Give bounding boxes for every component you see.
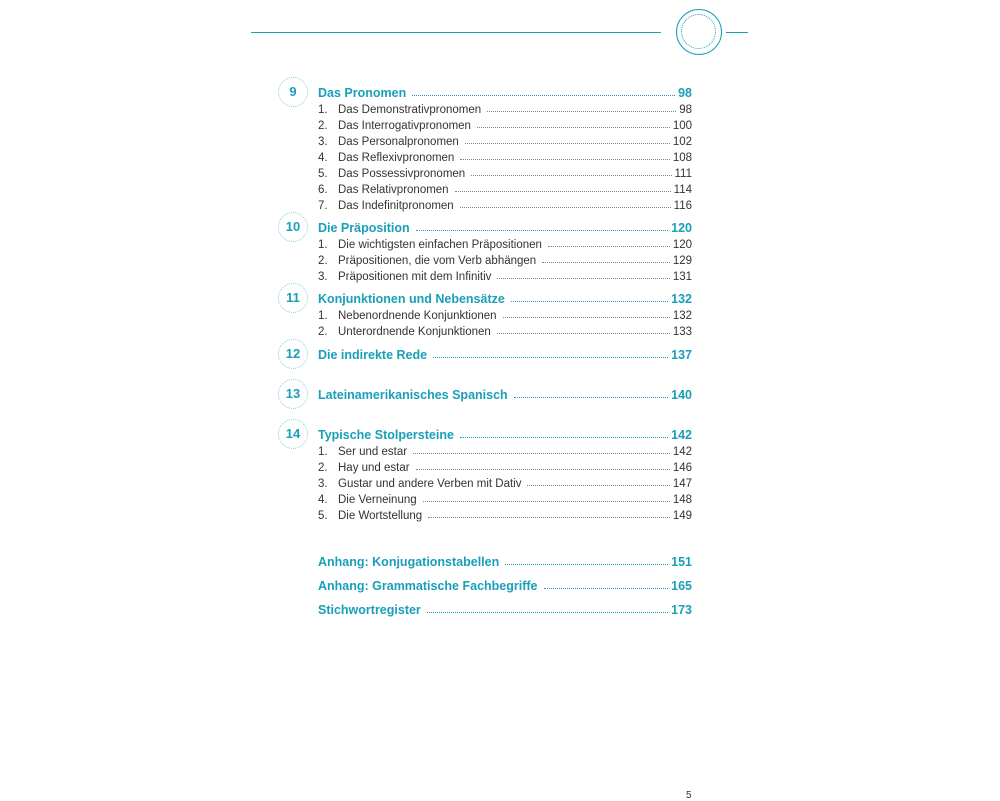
appendix-page: 173: [671, 603, 692, 617]
toc-section-entry[interactable]: [318, 180, 692, 196]
chapter-title: Das Pronomen: [318, 86, 407, 100]
section-title: Die Verneinung: [338, 494, 417, 506]
chapter-page: 140: [671, 388, 692, 402]
dot-leader: [465, 143, 670, 144]
section-title: Das Possessivpronomen: [338, 168, 466, 180]
toc-appendix-entry[interactable]: [318, 577, 692, 593]
toc-section-entry[interactable]: [318, 506, 692, 522]
page-number: 5: [686, 790, 692, 801]
dot-leader: [433, 357, 668, 358]
toc-section-entry[interactable]: [318, 164, 692, 180]
dot-leader: [428, 517, 670, 518]
toc-section-entry[interactable]: [318, 442, 692, 458]
section-title: Das Demonstrativpronomen: [338, 104, 482, 116]
section-page: 142: [672, 446, 692, 458]
section-page: 120: [672, 239, 692, 251]
section-page: 129: [672, 255, 692, 267]
section-number: 3.: [318, 478, 328, 490]
appendix-page: 165: [671, 579, 692, 593]
section-number: 7.: [318, 200, 328, 212]
chapter-title: Typische Stolpersteine: [318, 428, 454, 442]
section-number: 4.: [318, 152, 328, 164]
section-page: 133: [672, 326, 692, 338]
toc-chapter-entry[interactable]: [318, 290, 692, 306]
chapter-page: 98: [678, 86, 692, 100]
appendix-title: Anhang: Konjugationstabellen: [318, 555, 500, 569]
section-number: 1.: [318, 310, 328, 322]
section-title: Das Reflexivpronomen: [338, 152, 455, 164]
section-title: Unterordnende Konjunktionen: [338, 326, 491, 338]
toc-chapter-entry[interactable]: [318, 426, 692, 442]
chapter-page: 132: [671, 292, 692, 306]
chapter-page: 137: [671, 348, 692, 362]
toc-chapter-entry[interactable]: [318, 219, 692, 235]
chapter-number-badge: 11: [278, 283, 308, 313]
appendix-title: Anhang: Grammatische Fachbegriffe: [318, 579, 538, 593]
chapter-title: Die Präposition: [318, 221, 410, 235]
dot-leader: [412, 95, 675, 96]
section-number: 1.: [318, 239, 328, 251]
dot-leader: [455, 191, 671, 192]
toc-section-entry[interactable]: [318, 306, 692, 322]
dot-leader: [542, 262, 670, 263]
toc-appendix-entry[interactable]: [318, 601, 692, 617]
chapter-number-badge: 10: [278, 212, 308, 242]
section-page: 100: [672, 120, 692, 132]
section-number: 6.: [318, 184, 328, 196]
section-page: 108: [672, 152, 692, 164]
dot-leader: [505, 564, 668, 565]
section-title: Nebenordnende Konjunktionen: [338, 310, 497, 322]
section-title: Gustar und andere Verben mit Dativ: [338, 478, 522, 490]
toc-section-entry[interactable]: [318, 267, 692, 283]
dot-leader: [527, 485, 669, 486]
section-page: 114: [673, 184, 692, 196]
section-title: Das Indefinitpronomen: [338, 200, 454, 212]
section-page: 116: [673, 200, 692, 212]
dot-leader: [544, 588, 669, 589]
toc-chapter-entry[interactable]: [318, 84, 692, 100]
dot-leader: [497, 278, 669, 279]
chapter-title: Die indirekte Rede: [318, 348, 428, 362]
section-title: Hay und estar: [338, 462, 410, 474]
section-page: 98: [679, 104, 692, 116]
section-page: 146: [672, 462, 692, 474]
section-title: Die Wortstellung: [338, 510, 423, 522]
section-title: Präpositionen mit dem Infinitiv: [338, 271, 492, 283]
section-number: 2.: [318, 255, 328, 267]
section-page: 147: [672, 478, 692, 490]
section-number: 5.: [318, 510, 328, 522]
chapter-number-badge: 9: [278, 77, 308, 107]
dot-leader: [460, 159, 669, 160]
toc-section-entry[interactable]: [318, 322, 692, 338]
section-title: Das Personalpronomen: [338, 136, 459, 148]
toc-section-entry[interactable]: [318, 474, 692, 490]
dot-leader: [416, 230, 668, 231]
chapter-number-badge: 14: [278, 419, 308, 449]
section-title: Das Interrogativpronomen: [338, 120, 471, 132]
toc-section-entry[interactable]: [318, 458, 692, 474]
toc-chapter-entry[interactable]: [318, 386, 692, 402]
toc-section-entry[interactable]: [318, 100, 692, 116]
section-number: 3.: [318, 271, 328, 283]
dot-leader: [427, 612, 668, 613]
section-title: Das Relativpronomen: [338, 184, 449, 196]
toc-section-entry[interactable]: [318, 196, 692, 212]
dot-leader: [548, 246, 670, 247]
section-title: Präpositionen, die vom Verb abhängen: [338, 255, 537, 267]
toc-section-entry[interactable]: [318, 116, 692, 132]
toc-section-entry[interactable]: [318, 251, 692, 267]
section-number: 5.: [318, 168, 328, 180]
dot-leader: [460, 207, 671, 208]
section-page: 148: [672, 494, 692, 506]
chapter-page: 142: [671, 428, 692, 442]
chapter-page: 120: [671, 221, 692, 235]
chapter-number-badge: 12: [278, 339, 308, 369]
toc-section-entry[interactable]: [318, 148, 692, 164]
appendix-title: Stichwortregister: [318, 603, 421, 617]
toc-section-entry[interactable]: [318, 132, 692, 148]
dot-leader: [471, 175, 671, 176]
section-number: 3.: [318, 136, 328, 148]
toc-section-entry[interactable]: [318, 490, 692, 506]
section-number: 1.: [318, 446, 328, 458]
chapter-title: Lateinamerikanisches Spanisch: [318, 388, 508, 402]
dot-leader: [514, 397, 668, 398]
dot-leader: [487, 111, 676, 112]
appendix-page: 151: [671, 555, 692, 569]
toc-section-entry[interactable]: [318, 235, 692, 251]
section-number: 2.: [318, 326, 328, 338]
dot-leader: [511, 301, 668, 302]
section-number: 4.: [318, 494, 328, 506]
section-number: 2.: [318, 120, 328, 132]
section-page: 111: [674, 168, 692, 180]
section-page: 131: [672, 271, 692, 283]
section-title: Die wichtigsten einfachen Präpositionen: [338, 239, 542, 251]
chapter-title: Konjunktionen und Nebensätze: [318, 292, 505, 306]
section-number: 1.: [318, 104, 328, 116]
section-page: 149: [672, 510, 692, 522]
dot-leader: [413, 453, 670, 454]
section-number: 2.: [318, 462, 328, 474]
dot-leader: [497, 333, 670, 334]
dot-leader: [460, 437, 668, 438]
dot-leader: [423, 501, 670, 502]
dot-leader: [477, 127, 670, 128]
section-page: 102: [672, 136, 692, 148]
chapter-number-badge: 13: [278, 379, 308, 409]
dot-leader: [416, 469, 670, 470]
section-title: Ser und estar: [338, 446, 408, 458]
toc-appendix-entry[interactable]: [318, 553, 692, 569]
dot-leader: [503, 317, 670, 318]
section-page: 132: [672, 310, 692, 322]
toc-chapter-entry[interactable]: [318, 346, 692, 362]
